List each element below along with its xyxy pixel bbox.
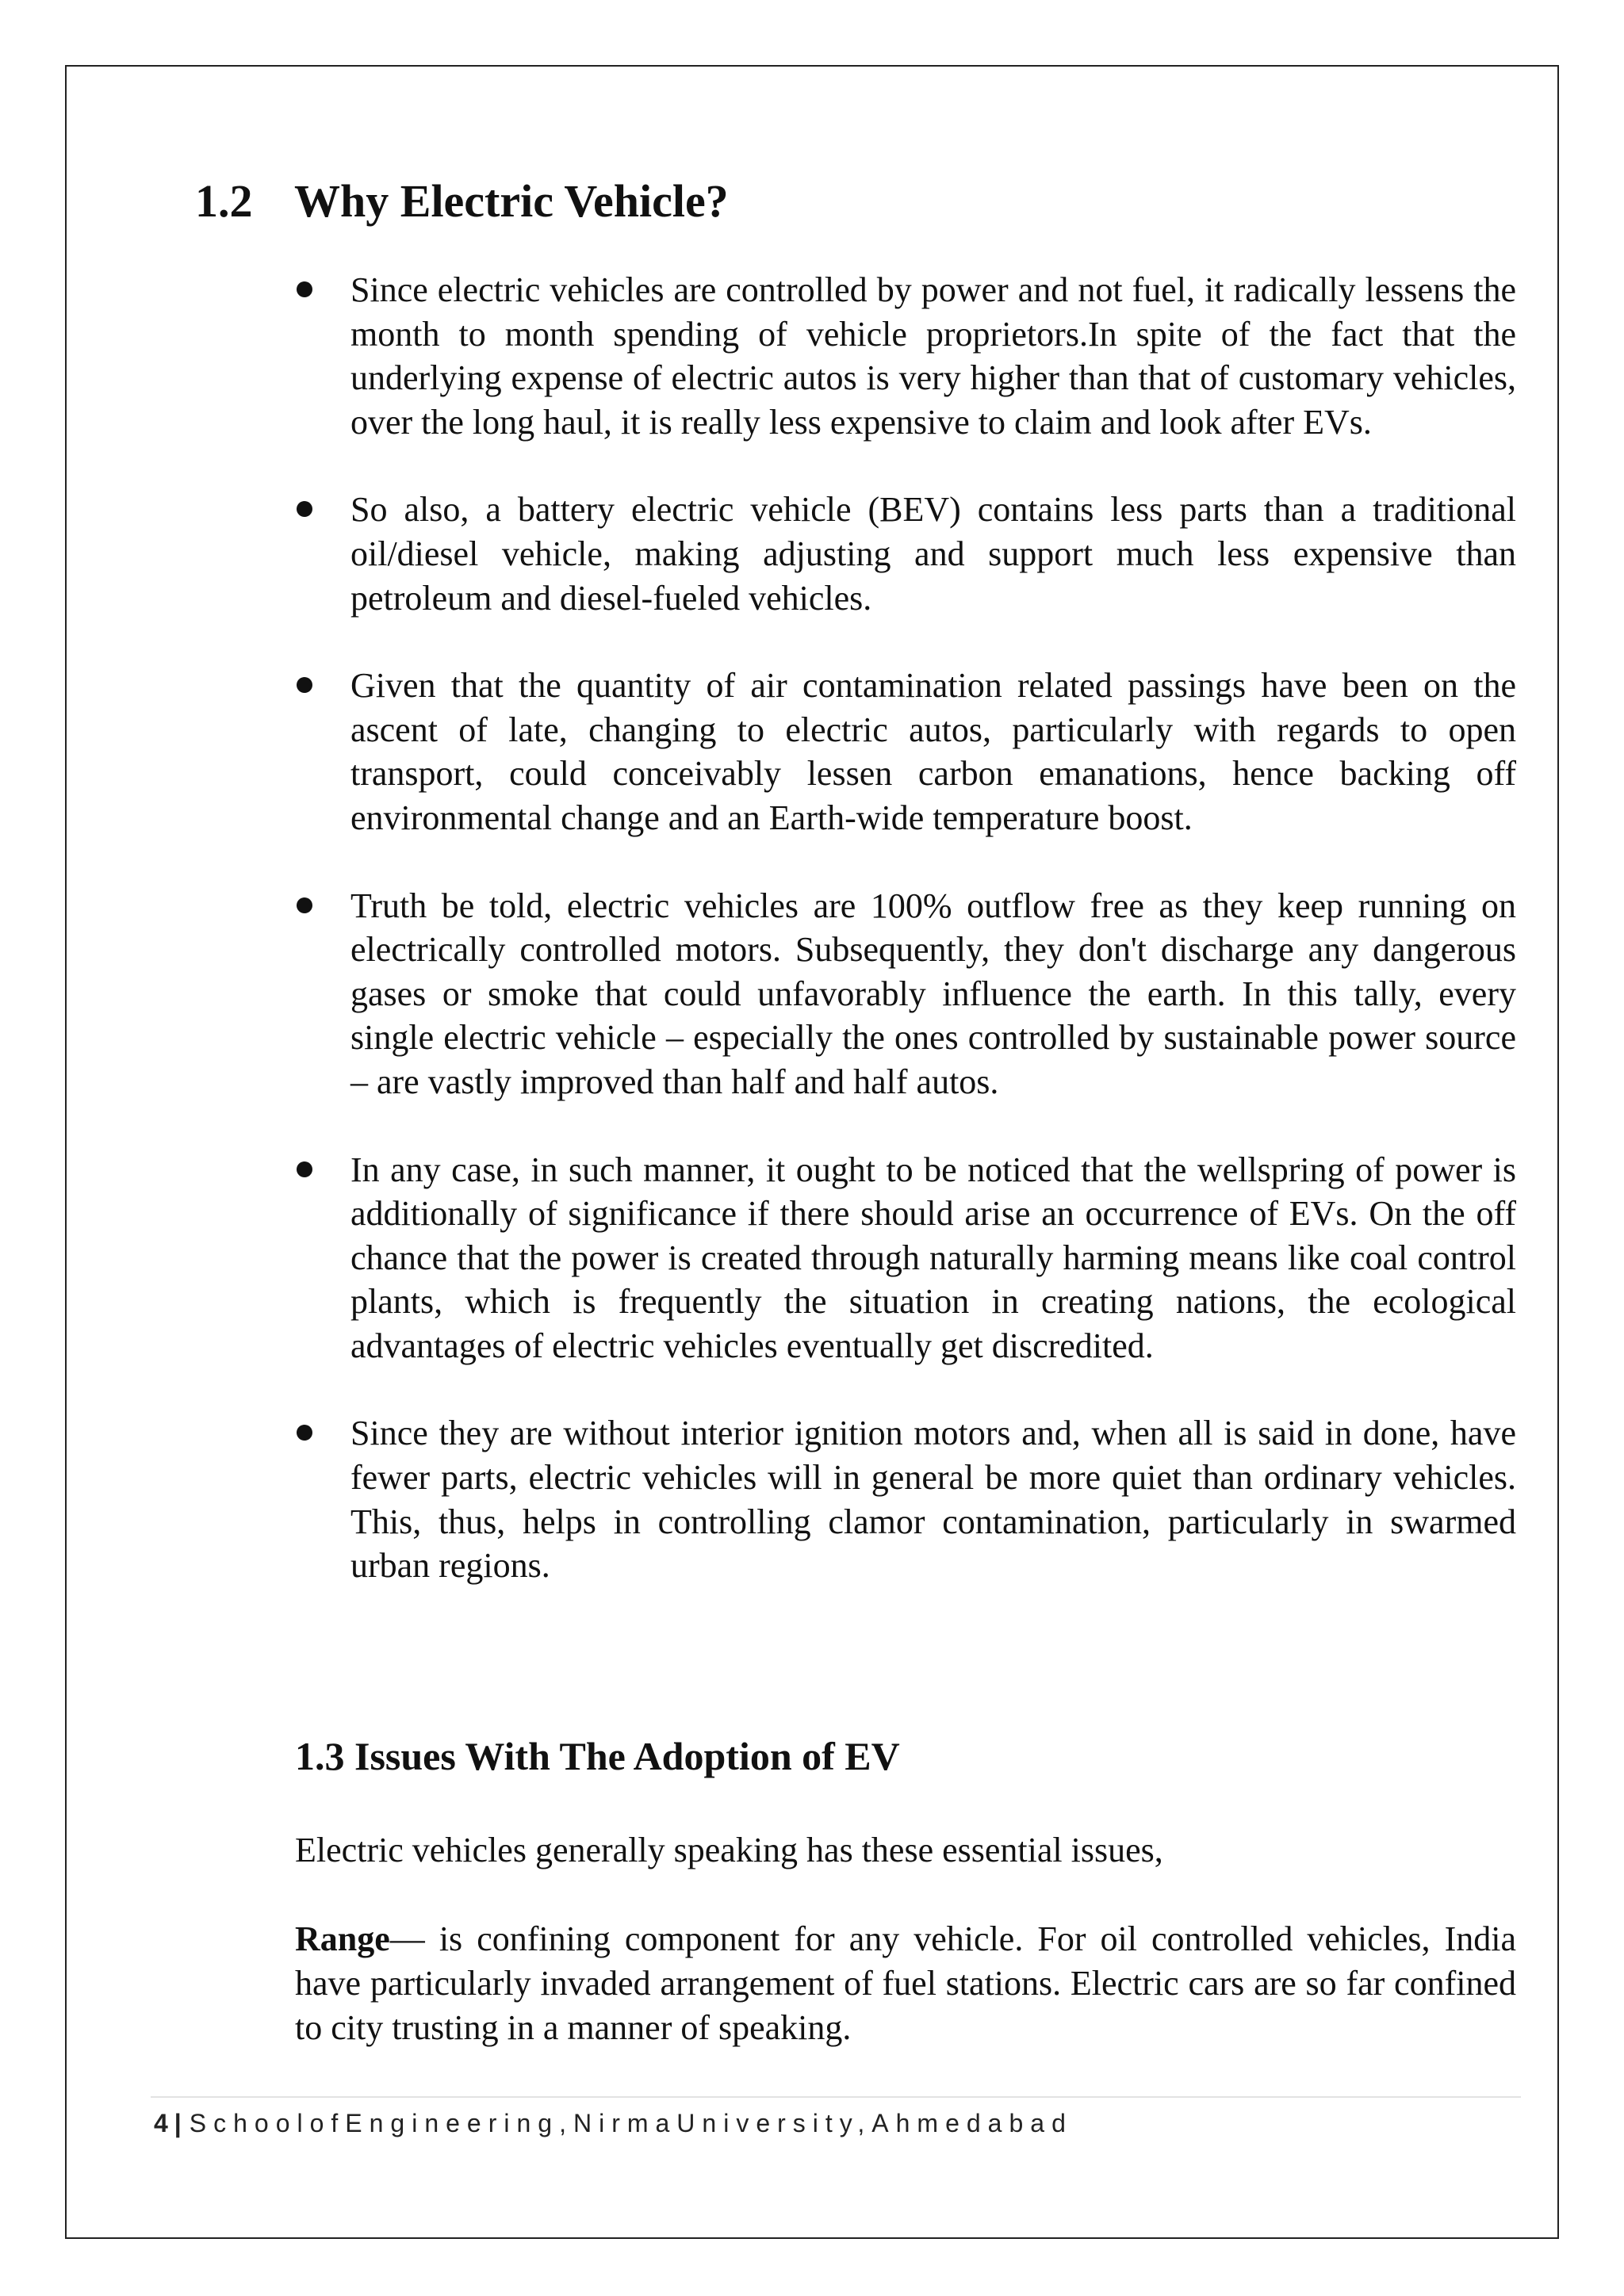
section-number: 1.2 — [195, 175, 253, 227]
section-heading-1-2 — [195, 171, 729, 232]
bullet-icon — [297, 1425, 312, 1441]
bullet-text: Truth be told, electric vehicles are 100% outflow free as they keep running on electrically controlled motors. Subsequently, they don't discharge any dangerous gases or smoke that could unfavorably influence the earth. In this tally, every single electric vehicle – especially the ones controlled by sustainable power source – are vastly improved than half and half autos. — [350, 886, 1516, 1101]
footer-divider — [151, 2096, 1521, 2098]
footer-institution: SchoolofEngineering,NirmaUniversity,Ahmedabad — [189, 2109, 1073, 2137]
bullet-item — [350, 1148, 1516, 1368]
bullet-icon — [297, 1161, 312, 1177]
bullet-text: In any case, in such manner, it ought to be noticed that the wellspring of power is additionally of significance if there should arise an occurrence of EVs. On the off chance that the power is created through naturally harming means like coal control plants, which is frequently the situation in creating nations, the ecological advantages of electric vehicles eventually get discredited. — [350, 1150, 1516, 1365]
bullet-item — [350, 1411, 1516, 1587]
section-heading-1-3: 1.3 Issues With The Adoption of EV — [295, 1734, 900, 1778]
bullet-item — [350, 268, 1516, 444]
range-dash: — — [389, 1919, 425, 1958]
range-paragraph — [295, 1917, 1516, 2050]
bullet-text: So also, a battery electric vehicle (BEV) contains less parts than a traditional oil/diesel vehicle, making adjusting and support much less expensive than petroleum and diesel-fueled vehicles. — [350, 490, 1516, 618]
bullet-item — [350, 664, 1516, 840]
issues-intro-paragraph: Electric vehicles generally speaking has these essential issues, — [295, 1831, 1163, 1869]
bullet-text: Since they are without interior ignition motors and, when all is said in done, have fewer parts, electric vehicles will in general be more quiet than ordinary vehicles. This, thus, helps in controlling clamor contamination, particularly in swarmed urban regions. — [350, 1414, 1516, 1586]
bullet-icon — [297, 897, 312, 913]
bullet-icon — [297, 501, 312, 517]
section-title: Why Electric Vehicle? — [294, 175, 729, 227]
bullet-item — [350, 884, 1516, 1104]
bullet-text: Since electric vehicles are controlled by power and not fuel, it radically lessens the month to month spending of vehicle proprietors.In spite of the fact that the underlying expense of electric autos is very higher than that of customary vehicles, over the long haul, it is really less expensive to claim and look after EVs. — [350, 270, 1516, 442]
bullet-item — [350, 488, 1516, 620]
benefits-bullet-list — [295, 268, 1516, 1632]
bullet-icon — [297, 677, 312, 693]
range-term: Range — [295, 1919, 390, 1958]
bullet-text: Given that the quantity of air contamination related passings have been on the ascent of late, changing to electric autos, particularly with regards to open transport, could conceivably lessen carbon emanations, hence backing off environmental change and an Earth-wide temperature boost. — [350, 666, 1516, 837]
bullet-icon — [297, 281, 312, 297]
page-footer — [154, 2107, 1073, 2139]
range-text: is confining component for any vehicle. For oil controlled vehicles, India have particularly invaded arrangement of fuel stations. Electric cars are so far confined to city trusting in a manner of speaking. — [295, 1919, 1516, 2047]
footer-separator: | — [174, 2109, 182, 2137]
page-number: 4 — [154, 2109, 168, 2137]
